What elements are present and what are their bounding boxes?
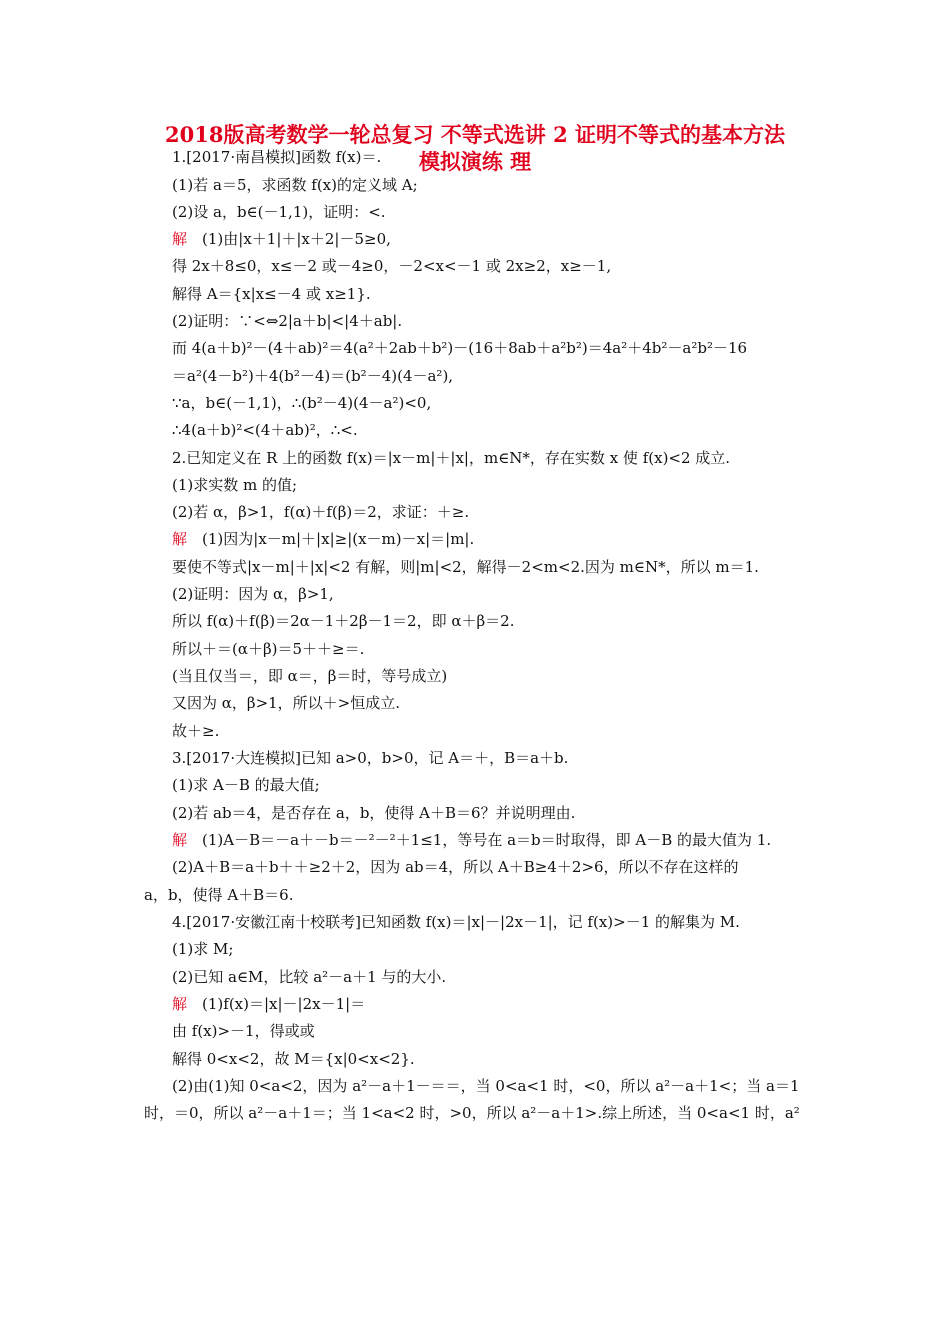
text-line bbox=[172, 748, 568, 768]
text-line-content: 解得 0<x<2，故 M＝{x|0<x<2}. bbox=[172, 1050, 415, 1068]
text-line bbox=[172, 366, 453, 386]
text-line-content: 得 2x＋8≤0，x≤－2 或－4≥0，－2<x<－1 或 2x≥2，x≥－1, bbox=[172, 257, 612, 275]
text-line-content: (2)由(1)知 0<a<2，因为 a²－a＋1－＝＝，当 0<a<1 时，<0，所以 a²－a＋1<；当 a＝1 bbox=[172, 1077, 800, 1095]
text-line bbox=[172, 857, 739, 877]
text-line-content: ∵a，b∈(－1,1)，∴(b²－4)(4－a²)<0, bbox=[172, 394, 432, 412]
text-line-content: (1)由|x＋1|＋|x＋2|－5≥0, bbox=[202, 230, 391, 248]
text-line bbox=[172, 529, 474, 549]
solution-label: 解 bbox=[172, 530, 188, 548]
text-line bbox=[172, 584, 334, 604]
title-line-2: 模拟演练 理 bbox=[418, 149, 532, 174]
text-line bbox=[172, 475, 297, 495]
text-line bbox=[172, 448, 730, 468]
text-line bbox=[172, 393, 431, 413]
text-line-content: 时，＝0，所以 a²－a＋1＝；当 1<a<2 时，>0，所以 a²－a＋1>.综上所述，当 0<a<1 时，a² bbox=[144, 1104, 800, 1122]
text-line-content: 解得 A＝{x|x≤－4 或 x≥1}. bbox=[172, 285, 371, 303]
text-line-content: (1)求 A－B 的最大值; bbox=[172, 776, 320, 794]
text-line-content: (2)已知 a∈M，比较 a²－a＋1 与的大小. bbox=[172, 968, 447, 986]
text-line bbox=[172, 939, 233, 959]
text-line bbox=[172, 666, 447, 686]
text-line-content: (当且仅当＝，即 α＝，β＝时，等号成立) bbox=[172, 667, 448, 685]
text-line bbox=[144, 885, 293, 905]
text-line-content: (1)求实数 m 的值; bbox=[172, 476, 298, 494]
text-line bbox=[172, 967, 446, 987]
text-line-content: 1.[2017·南昌模拟]函数 f(x)＝. bbox=[172, 148, 382, 166]
text-line bbox=[172, 420, 358, 440]
text-line-content: (2)设 a，b∈(－1,1)，证明：<. bbox=[172, 203, 386, 221]
title-line-1: 2018版高考数学一轮总复习 不等式选讲 2 证明不等式的基本方法 bbox=[165, 122, 785, 147]
text-line bbox=[172, 1049, 415, 1069]
text-line bbox=[172, 202, 386, 222]
text-line-content: 所以 f(α)＋f(β)＝2α－1＋2β－1＝2，即 α＋β＝2. bbox=[172, 612, 515, 630]
text-line bbox=[144, 1103, 800, 1123]
text-line-content: (1)若 a＝5，求函数 f(x)的定义域 A; bbox=[172, 176, 418, 194]
text-line-content: (2)若 α，β>1，f(α)＋f(β)＝2，求证：＋≥. bbox=[172, 503, 470, 521]
text-line bbox=[172, 721, 219, 741]
text-line bbox=[172, 175, 418, 195]
text-line bbox=[172, 311, 402, 331]
text-line bbox=[172, 284, 371, 304]
text-line bbox=[172, 338, 747, 358]
text-line-content: 3.[2017·大连模拟]已知 a>0，b>0，记 A＝＋，B＝a＋b. bbox=[172, 749, 569, 767]
text-line-content: (1)A－B＝－a＋－b＝－²－²＋1≤1，等号在 a＝b＝时取得，即 A－B 的最大值为 1. bbox=[202, 831, 772, 849]
text-line bbox=[172, 803, 575, 823]
text-line-content: (2)证明：因为 α，β>1, bbox=[172, 585, 334, 603]
text-line-content: (1)f(x)＝|x|－|2x－1|＝ bbox=[202, 995, 366, 1013]
text-line-content: ＝a²(4－b²)＋4(b²－4)＝(b²－4)(4－a²), bbox=[172, 367, 454, 385]
text-line bbox=[172, 229, 391, 249]
text-line bbox=[172, 256, 611, 276]
text-line bbox=[172, 1076, 800, 1096]
text-line bbox=[172, 502, 469, 522]
solution-label: 解 bbox=[172, 831, 188, 849]
text-line bbox=[172, 912, 740, 932]
text-line bbox=[172, 775, 320, 795]
text-line bbox=[172, 639, 364, 659]
text-line-content: 要使不等式|x－m|＋|x|<2 有解，则|m|<2，解得－2<m<2.因为 m∈N*，所以 m＝1. bbox=[172, 558, 759, 576]
text-line-content: (2)若 ab＝4，是否存在 a，b，使得 A＋B＝6？并说明理由. bbox=[172, 804, 576, 822]
text-line bbox=[172, 830, 771, 850]
text-line-content: 又因为 α，β>1，所以＋>恒成立. bbox=[172, 694, 401, 712]
text-line-content: 故＋≥. bbox=[172, 722, 220, 740]
text-line-content: (2)A＋B＝a＋b＋＋≥2＋2，因为 ab＝4，所以 A＋B≥4＋2>6，所以不存在这样的 bbox=[172, 858, 739, 876]
text-line-content: 2.已知定义在 R 上的函数 f(x)＝|x－m|＋|x|，m∈N*，存在实数 x 使 f(x)<2 成立. bbox=[172, 449, 731, 467]
text-line-content: 而 4(a＋b)²－(4＋ab)²＝4(a²＋2ab＋b²)－(16＋8ab＋a²b²)＝4a²＋4b²－a²b²－16 bbox=[172, 339, 748, 357]
text-line-content: 所以＋＝(α＋β)＝5＋＋≥＝. bbox=[172, 640, 365, 658]
solution-label: 解 bbox=[172, 230, 188, 248]
text-line-content: (2)证明：∵<⇔2|a＋b|<|4＋ab|. bbox=[172, 312, 403, 330]
text-line-content: 由 f(x)>－1，得或或 bbox=[172, 1022, 315, 1040]
text-line-content: (1)求 M; bbox=[172, 940, 234, 958]
text-line-content: ∴4(a＋b)²<(4＋ab)²，∴<. bbox=[172, 421, 358, 439]
text-line-content: (1)因为|x－m|＋|x|≥|(x－m)－x|＝|m|. bbox=[202, 530, 475, 548]
text-line bbox=[172, 147, 381, 167]
text-line-content: 4.[2017·安徽江南十校联考]已知函数 f(x)＝|x|－|2x－1|，记 f(x)>－1 的解集为 M. bbox=[172, 913, 740, 931]
text-line bbox=[172, 557, 759, 577]
text-line bbox=[172, 611, 514, 631]
text-line bbox=[172, 994, 365, 1014]
text-line bbox=[172, 1021, 315, 1041]
text-line-content: a，b，使得 A＋B＝6. bbox=[144, 886, 294, 904]
text-line bbox=[172, 693, 400, 713]
solution-label: 解 bbox=[172, 995, 188, 1013]
